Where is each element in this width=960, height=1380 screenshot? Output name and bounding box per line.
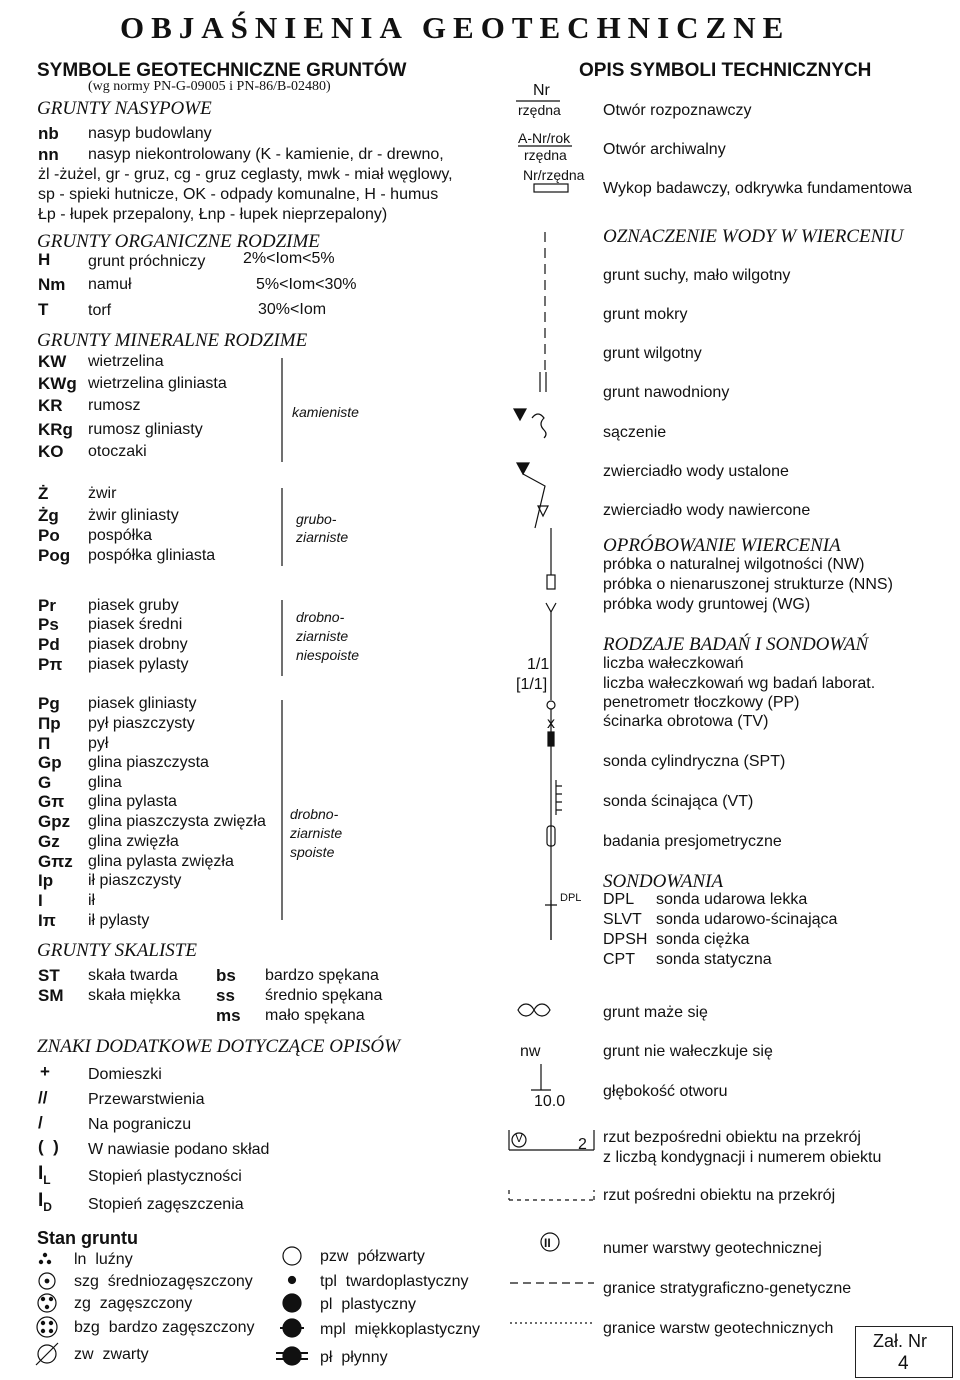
stan-text: twardoplastyczny xyxy=(345,1273,469,1290)
soil-name: glina piaszczysta xyxy=(88,754,209,771)
woda-item: zwierciadło wody nawiercone xyxy=(603,502,811,519)
stan-text: plastyczny xyxy=(341,1296,417,1313)
mid-depth: 10.0 xyxy=(534,1093,566,1110)
stan-code: pzw xyxy=(320,1248,349,1265)
water-ustalone-icon xyxy=(514,409,526,420)
badanie-3: ścinarka obrotowa (TV) xyxy=(603,713,769,730)
stan-text: miękkoplastyczny xyxy=(354,1321,481,1338)
code-ppi: Pπ xyxy=(38,655,63,674)
code-ms: ms xyxy=(216,1006,241,1025)
badanie-5: sonda ścinająca (VT) xyxy=(603,793,754,810)
code-pog: Pog xyxy=(38,546,71,565)
text-przewarstwienia: Przewarstwienia xyxy=(88,1091,205,1108)
group1-label: kamieniste xyxy=(292,404,359,420)
code-kr: KR xyxy=(38,396,63,415)
soil-code: Gz xyxy=(38,832,60,851)
text-pog: pospółka gliniasta xyxy=(88,547,216,564)
stan-heading: Stan gruntu xyxy=(37,1228,138,1248)
sond-code: DPSH xyxy=(603,931,648,948)
rzut-posredni-bracket xyxy=(509,1190,594,1200)
object-circle-icon xyxy=(512,1133,526,1147)
code-po: Po xyxy=(38,526,60,545)
badania-heading: RODZAJE BADAŃ I SONDOWAŃ xyxy=(603,634,869,655)
sample-nns-icon xyxy=(547,575,555,589)
other-1: grunt nie wałeczkuje się xyxy=(603,1043,773,1060)
nasyp-line-2: sp - spieki hutnicze, OK - odpady komunalne, H - humus xyxy=(38,186,439,203)
woda-item: sączenie xyxy=(603,424,667,441)
text-pr: piasek gruby xyxy=(88,597,179,614)
soil-code: Π xyxy=(38,734,51,753)
code-t: T xyxy=(38,300,49,319)
wykop-rect xyxy=(534,184,568,192)
vt-icon xyxy=(556,780,562,815)
text-nawiasie: W nawiasie podano skład xyxy=(88,1141,270,1158)
norm-note: (wg normy PN-G-09005 i PN-86/B-02480) xyxy=(88,79,331,94)
code-id: $I_D$ xyxy=(38,1190,52,1214)
water-nawiercone-fill-icon xyxy=(517,463,529,474)
soil-code: Gπ xyxy=(38,792,65,811)
mid-l11: 1/1 xyxy=(527,656,550,673)
sond-text: sonda udarowo-ścinająca xyxy=(656,911,838,928)
text-kwg: wietrzelina gliniasta xyxy=(88,375,227,392)
woda-item: grunt mokry xyxy=(603,306,688,323)
badanie-4: sonda cylindryczna (SPT) xyxy=(603,753,786,770)
nasypowe-heading: GRUNTY NASYPOWE xyxy=(37,98,212,119)
mid-l11b: [1/1] xyxy=(516,676,548,693)
mid-two: 2 xyxy=(578,1136,587,1153)
code-nb: nb xyxy=(38,124,59,143)
seepage-icon xyxy=(532,414,546,438)
group3-label-3: niespoiste xyxy=(296,647,360,663)
text-bs: bardzo spękana xyxy=(265,967,379,984)
soil-name: piasek gliniasty xyxy=(88,695,197,712)
value-nm: 5%<Iom<30% xyxy=(256,276,357,293)
code-krg: KRg xyxy=(38,420,73,439)
code-z: Ż xyxy=(38,484,49,503)
mid-rzedna-2: rzędna xyxy=(524,147,567,163)
grunt-maze-icon xyxy=(518,1004,550,1016)
group2-label-2: ziarniste xyxy=(296,529,349,545)
badanie-0: liczba wałeczkowań xyxy=(603,655,744,672)
text-zg: żwir gliniasty xyxy=(88,507,179,524)
soil-name: pył xyxy=(88,735,109,752)
sond-code: CPT xyxy=(603,951,635,968)
text-st: skała twarda xyxy=(88,967,178,984)
code-il: $I_L$ xyxy=(38,1163,51,1187)
code-st: ST xyxy=(38,966,60,985)
probki-heading: OPRÓBOWANIE WIERCENIA xyxy=(603,535,841,556)
layer-number-circle-icon xyxy=(541,1233,559,1251)
code-sm: SM xyxy=(38,986,64,1005)
badanie-2: penetrometr tłoczkowy (PP) xyxy=(603,694,800,711)
code-zg: Żg xyxy=(38,506,59,525)
woda-item: grunt nawodniony xyxy=(603,384,730,401)
code-slash2: // xyxy=(38,1088,48,1107)
stan-text: zagęszczony xyxy=(99,1295,193,1312)
mid-x: x xyxy=(547,715,555,732)
wykop-badawczy: Wykop badawczy, odkrywka fundamentowa xyxy=(603,180,913,197)
mineralne-heading: GRUNTY MINERALNE RODZIME xyxy=(37,330,308,351)
code-kw: KW xyxy=(38,352,67,371)
skaliste-heading: GRUNTY SKALISTE xyxy=(37,940,197,961)
stan-text: półzwarty xyxy=(357,1248,425,1265)
soil-name: glina zwięzła xyxy=(88,833,179,850)
code-plus: + xyxy=(40,1062,50,1081)
stan-text: zwarty xyxy=(102,1346,149,1363)
otwor-archiwalny: Otwór archiwalny xyxy=(603,141,726,158)
stan-text: bardzo zagęszczony xyxy=(108,1319,255,1336)
znaki-heading: ZNAKI DODATKOWE DOTYCZĄCE OPISÓW xyxy=(37,1036,400,1057)
stan-right-icons xyxy=(276,1247,308,1365)
value-h: 2%<Iom<5% xyxy=(243,250,335,267)
text-krg: rumosz gliniasty xyxy=(88,421,203,438)
woda-item: grunt wilgotny xyxy=(603,345,702,362)
soil-code: Gπz xyxy=(38,852,73,871)
page-title: OBJAŚNIENIA GEOTECHNICZNE xyxy=(120,10,791,45)
other-7: granice stratygraficzno-genetyczne xyxy=(603,1280,852,1297)
soil-code: Gpz xyxy=(38,812,71,831)
code-pr: Pr xyxy=(38,596,56,615)
sond-code: SLVT xyxy=(603,911,642,928)
probka-nns: próbka o nienaruszonej strukturze (NNS) xyxy=(603,576,893,593)
text-t: torf xyxy=(88,302,112,319)
other-3: rzut bezpośredni obiektu na przekrój xyxy=(603,1129,861,1146)
code-ko: KO xyxy=(38,442,64,461)
other-8: granice warstw geotechnicznych xyxy=(603,1320,834,1337)
code-pd: Pd xyxy=(38,635,60,654)
soil-code: I xyxy=(38,891,43,910)
text-nm: namuł xyxy=(88,276,132,293)
text-ppi: piasek pylasty xyxy=(88,656,189,673)
dpl-icon xyxy=(545,900,557,940)
soil-name: ił pylasty xyxy=(88,912,150,929)
spt-icon xyxy=(548,732,554,746)
soil-code: Pg xyxy=(38,694,60,713)
group4-label-3: spoiste xyxy=(290,844,335,860)
text-pograniczu: Na pograniczu xyxy=(88,1116,192,1133)
stan-text: luźny xyxy=(95,1251,133,1268)
stan-code: zg xyxy=(74,1295,91,1312)
nasyp-line-1: żl -żużel, gr - gruz, cg - gruz ceglasty, mwk - miał węglowy, xyxy=(38,166,453,183)
soil-name: pył piaszczysty xyxy=(88,715,195,732)
code-nm: Nm xyxy=(38,275,66,294)
text-plastycznosci: Stopień plastyczności xyxy=(88,1168,242,1185)
group3-label-2: ziarniste xyxy=(296,628,349,644)
mid-v: V xyxy=(515,1131,524,1145)
nasyp-line-3: Łp - łupek przepalony, Łnp - łupek nieprzepalony) xyxy=(38,206,388,223)
other-2: głębokość otworu xyxy=(603,1083,728,1100)
text-ko: otoczaki xyxy=(88,443,147,460)
text-z: żwir xyxy=(88,485,117,502)
code-kwg: KWg xyxy=(38,374,77,393)
code-bs: bs xyxy=(216,966,236,985)
text-nb: nasyp budowlany xyxy=(88,125,212,142)
text-pd: piasek drobny xyxy=(88,636,188,653)
badanie-1: liczba wałeczkowań wg badań laborat. xyxy=(603,675,876,692)
sond-code: DPL xyxy=(603,891,635,908)
right-heading: OPIS SYMBOLI TECHNICZNYCH xyxy=(579,60,872,81)
stan-code: pł xyxy=(320,1349,333,1366)
code-ps: Ps xyxy=(38,615,59,634)
other-5: rzut pośredni obiektu na przekrój xyxy=(603,1187,836,1204)
mid-ii: II xyxy=(544,1236,551,1250)
code-slash: / xyxy=(38,1113,43,1132)
group2-label-1: grubo- xyxy=(296,511,337,527)
code-paren: ( ) xyxy=(38,1137,59,1156)
sond-text: sonda ciężka xyxy=(656,931,750,948)
woda-heading: OZNACZENIE WODY W WIERCENIU xyxy=(603,226,904,247)
soil-code: Iπ xyxy=(38,911,56,930)
mid-anrrok: A-Nr/rok xyxy=(518,130,571,146)
soil-name: ił piaszczysty xyxy=(88,872,182,889)
soil-code: Ip xyxy=(38,871,54,890)
stan-left-icons xyxy=(36,1253,58,1365)
stan-code: szg xyxy=(74,1273,99,1290)
sond-text: sonda udarowa lekka xyxy=(656,891,808,908)
group4-label-2: ziarniste xyxy=(290,825,343,841)
stan-code: pl xyxy=(320,1296,333,1313)
other-6: numer warstwy geotechnicznej xyxy=(603,1240,822,1257)
text-kw: wietrzelina xyxy=(88,353,164,370)
soil-code: G xyxy=(38,773,52,792)
text-h: grunt próchniczy xyxy=(88,253,206,270)
mid-nrrzedna: Nr/rzędna xyxy=(523,167,585,183)
left-heading: SYMBOLE GEOTECHNICZNE GRUNTÓW xyxy=(37,60,407,81)
sample-water-icon xyxy=(546,603,556,612)
text-domieszki: Domieszki xyxy=(88,1066,162,1083)
text-ps: piasek średni xyxy=(88,616,183,633)
soil-name: glina piaszczysta zwięzła xyxy=(88,813,266,830)
group4-label-1: drobno- xyxy=(290,806,339,822)
sond-text: sonda statyczna xyxy=(656,951,772,968)
soil-name: glina pylasta zwięzła xyxy=(88,853,234,870)
mid-nw: nw xyxy=(520,1043,541,1060)
soil-code: Gp xyxy=(38,753,62,772)
text-zageszczenia: Stopień zagęszczenia xyxy=(88,1196,244,1213)
text-ss: średnio spękana xyxy=(265,987,383,1004)
group3-label-1: drobno- xyxy=(296,609,345,625)
soil-code: Πp xyxy=(38,714,61,733)
penetrometer-icon xyxy=(547,701,555,709)
water-bracket-line xyxy=(523,474,545,528)
text-kr: rumosz xyxy=(88,397,141,414)
stan-text: płynny xyxy=(341,1349,388,1366)
probka-nw: próbka o naturalnej wilgotności (NW) xyxy=(603,556,865,573)
zal-number: 4 xyxy=(898,1353,909,1374)
probka-wg: próbka wody gruntowej (WG) xyxy=(603,596,811,613)
organiczne-heading: GRUNTY ORGANICZNE RODZIME xyxy=(37,231,320,252)
stan-code: mpl xyxy=(320,1321,346,1338)
woda-item: grunt suchy, mało wilgotny xyxy=(603,267,791,284)
code-nn: nn xyxy=(38,145,59,164)
woda-item: zwierciadło wody ustalone xyxy=(603,463,789,480)
text-ms: mało spękana xyxy=(265,1007,365,1024)
soil-name: glina pylasta xyxy=(88,793,177,810)
mid-nr: Nr xyxy=(533,82,550,99)
soil-name: ił xyxy=(88,892,96,909)
mid-rzedna-1: rzędna xyxy=(518,102,561,118)
stan-code: zw xyxy=(74,1346,94,1363)
text-po: pospółka xyxy=(88,527,153,544)
stan-code: tpl xyxy=(320,1273,337,1290)
zal-label: Zał. Nr xyxy=(873,1331,927,1351)
stan-code: ln xyxy=(74,1251,87,1268)
otwor-rozpoznawczy: Otwór rozpoznawczy xyxy=(603,102,752,119)
mid-dpl: DPL xyxy=(560,892,582,904)
stan-text: średniozagęszczony xyxy=(107,1273,253,1290)
text-sm: skała miękka xyxy=(88,987,181,1004)
other-4: z liczbą kondygnacji i numerem obiektu xyxy=(603,1149,882,1166)
text-nn: nasyp niekontrolowany (K - kamienie, dr - drewno, xyxy=(88,146,444,163)
other-0: grunt maże się xyxy=(603,1004,708,1021)
stan-code: bzg xyxy=(74,1319,100,1336)
code-ss: ss xyxy=(216,986,235,1005)
sond-heading: SONDOWANIA xyxy=(603,871,724,892)
code-h: H xyxy=(38,250,51,269)
soil-name: glina xyxy=(88,774,122,791)
value-t: 30%<Iom xyxy=(258,301,327,318)
badanie-6: badania presjometryczne xyxy=(603,833,782,850)
